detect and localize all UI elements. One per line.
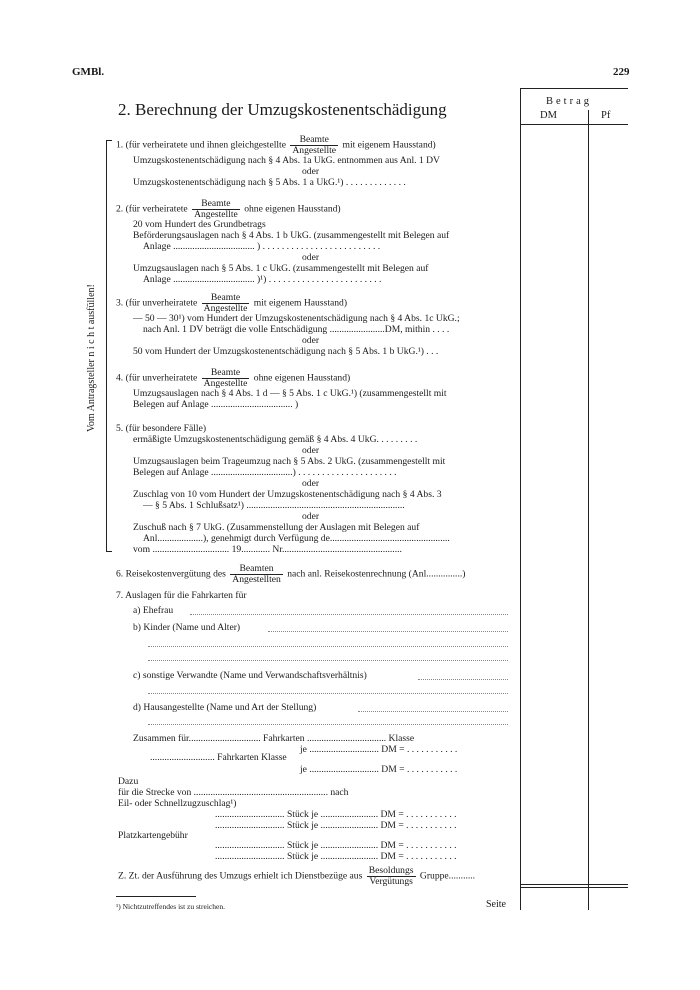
zusammen-line-1: Zusammen für.............................. Fahrkarten ................................. Klasse xyxy=(133,733,415,744)
section-3-line-4: 50 vom Hundert der Umzugskostenentschädigung nach § 5 Abs. 1 b UkG.¹) . . . xyxy=(133,346,439,357)
eil-stueck-line-1: ............................. Stück je ........................ DM = . . . . . . . . . . . xyxy=(215,809,457,820)
section-4-line-2: Umzugsauslagen nach § 4 Abs. 1 d — § 5 Abs. 1 c UkG.¹) (zusammengestellt mit xyxy=(133,388,447,399)
footnote: ¹) Nichtzutreffendes ist zu streichen. xyxy=(116,902,225,911)
page-number: 229 xyxy=(613,66,630,78)
section-7-b-line-2 xyxy=(148,646,508,647)
section-7-d-line-1 xyxy=(358,711,508,712)
side-bracket-bottom xyxy=(106,551,112,552)
section-7-a-line xyxy=(190,614,508,615)
side-note: Vom Antragsteller n i c h t ausfüllen! xyxy=(86,284,97,432)
section-1-oder: oder xyxy=(302,166,320,177)
dienstbezuege-line: Z. Zt. der Ausführung des Umzugs erhielt ich Dienstbezüge aus $\frac{\text{Besoldungs}}{\text{Vergütungs}}$ Gruppe........... xyxy=(118,865,476,887)
dazu-label: Dazu xyxy=(118,776,139,787)
betrag-header-rule xyxy=(520,124,628,125)
section-5-line-6: — § 5 Abs. 1 Schlußsatz¹) .................................................................. xyxy=(143,500,405,511)
section-7-b-line-1 xyxy=(268,631,508,632)
section-3-oder: oder xyxy=(302,335,320,346)
section-5-oder-3: oder xyxy=(302,511,320,522)
page-title: 2. Berechnung der Umzugskostenentschädigung xyxy=(118,100,447,119)
section-5-line-8: Anl...................), genehmigt durch Verfügung de.................................................. xyxy=(143,533,450,544)
section-2-line-3: Beförderungsauslagen nach § 4 Abs. 1 b UkG. (zusammengestellt mit Belegen auf xyxy=(133,230,450,241)
section-4-line-3: Belegen auf Anlage .................................. ) xyxy=(133,399,299,410)
eil-zuschlag-label: Eil- oder Schnellzugzuschlag¹) xyxy=(118,798,237,809)
section-5-oder-2: oder xyxy=(302,478,320,489)
section-2-line-1: 2. (für verheiratete $\frac{\text{Beamte}}{\text{Angestellte}}$ ohne eigenen Hausstand) xyxy=(116,198,341,220)
zusammen-line-4: je ............................. DM = . . . . . . . . . . . xyxy=(300,764,458,775)
betrag-total-rule-1 xyxy=(520,884,628,885)
section-5-line-3: Umzugsauslagen beim Trageumzug nach § 5 Abs. 2 UkG. (zusammengestellt mit xyxy=(133,456,446,467)
section-3-line-2: — 50 — 30¹) vom Hundert der Umzugskostenentschädigung nach § 4 Abs. 1c UkG.; xyxy=(133,313,460,324)
section-3-line-1: 3. (für unverheiratete $\frac{\text{Beamte}}{\text{Angestellte}}$ mit eigenem Hausstand) xyxy=(116,292,348,314)
section-5-line-9: vom ................................ 19............ Nr.................................................. xyxy=(133,544,402,555)
section-6-line-1: 6. Reisekostenvergütung des $\frac{\text{Beamten}}{\text{Angestellten}}$ nach anl. Reisekostenrechnung (Anl...............) xyxy=(116,563,466,585)
section-7-b: b) Kinder (Name und Alter) xyxy=(133,622,241,633)
journal-abbreviation: GMBl. xyxy=(72,66,105,78)
section-7-line-1: 7. Auslagen für die Fahrkarten für xyxy=(116,590,247,601)
section-7-d-line-2 xyxy=(148,724,508,725)
eil-stueck-line-2: ............................. Stück je ........................ DM = . . . . . . . . . . . xyxy=(215,820,457,831)
section-2-line-6: Anlage .................................. )¹) . . . . . . . . . . . . . . . . . . . . . . . . xyxy=(143,274,382,285)
side-bracket xyxy=(106,140,107,552)
section-2-line-4: Anlage .................................. ) . . . . . . . . . . . . . . . . . . . . . . . . . xyxy=(143,241,381,252)
footnote-rule xyxy=(116,896,196,897)
betrag-left-rule xyxy=(520,88,521,910)
section-2-line-2: 20 vom Hundert des Grundbetrags xyxy=(133,219,266,230)
betrag-label: Betrag xyxy=(546,96,592,107)
platzkarten-label: Platzkartengebühr xyxy=(118,830,188,841)
section-7-b-line-3 xyxy=(148,660,508,661)
side-bracket-top xyxy=(106,140,112,141)
section-3-line-3: nach Anl. 1 DV beträgt die volle Entschädigung .......................DM, mithin . . . . xyxy=(143,324,450,335)
platz-stueck-line-1: ............................. Stück je ........................ DM = . . . . . . . . . . . xyxy=(215,840,457,851)
section-5-line-2: ermäßigte Umzugskostenentschädigung gemäß § 4 Abs. 4 UkG. . . . . . . . . xyxy=(133,434,418,445)
section-2-oder: oder xyxy=(302,252,320,263)
platz-stueck-line-2: ............................. Stück je ........................ DM = . . . . . . . . . . . xyxy=(215,851,457,862)
section-5-line-7: Zuschuß nach § 7 UkG. (Zusammenstellung der Auslagen mit Belegen auf xyxy=(133,522,420,533)
section-5-line-4: Belegen auf Anlage ..................................) . . . . . . . . . . . . . . . . . . . . . xyxy=(133,467,397,478)
zusammen-line-2: je ............................. DM = . . . . . . . . . . . xyxy=(300,744,458,755)
section-2-line-5: Umzugsauslagen nach § 5 Abs. 1 c UkG. (zusammengestellt mit Belegen auf xyxy=(133,263,429,274)
section-5-line-5: Zuschlag von 10 vom Hundert der Umzugskostenentschädigung nach § 4 Abs. 3 xyxy=(133,489,442,500)
section-5-oder-1: oder xyxy=(302,445,320,456)
section-7-a: a) Ehefrau xyxy=(133,605,174,616)
section-1-line-2: Umzugskostenentschädigung nach § 4 Abs. 1a UkG. entnommen aus Anl. 1 DV xyxy=(133,155,440,166)
betrag-dm-pf-divider xyxy=(588,110,589,910)
section-1-line-3: Umzugskostenentschädigung nach § 5 Abs. 1 a UkG.¹) . . . . . . . . . . . . . xyxy=(133,177,406,188)
section-5-line-1: 5. (für besondere Fälle) xyxy=(116,423,207,434)
fraction-beamte-angestellte: $\frac{\text{Beamte}}{\text{Angestellte}}$ xyxy=(292,134,337,156)
zusammen-line-3: ........................... Fahrkarten Klasse xyxy=(150,752,287,763)
betrag-pf-header: Pf xyxy=(601,110,611,121)
section-1-line-1: 1. (für verheiratete und ihnen gleichgestellte $\frac{\text{Beamte}}{\text{Angestellte}}$ mit eigenem Hausstand) xyxy=(116,134,436,156)
strecke-line: für die Strecke von ........................................................ nach xyxy=(118,787,349,798)
section-7-c-line-1 xyxy=(418,679,508,680)
section-4-line-1: 4. (für unverheiratete $\frac{\text{Beamte}}{\text{Angestellte}}$ ohne eigenen Hausstand) xyxy=(116,367,351,389)
section-7-c-line-2 xyxy=(148,693,508,694)
betrag-total-rule-2 xyxy=(520,887,628,888)
seite-label: Seite xyxy=(486,899,506,910)
betrag-top-rule xyxy=(520,88,628,89)
section-7-d: d) Hausangestellte (Name und Art der Stellung) xyxy=(133,702,317,713)
betrag-dm-header: DM xyxy=(540,110,557,121)
section-7-c: c) sonstige Verwandte (Name und Verwandschaftsverhältnis) xyxy=(133,670,367,681)
